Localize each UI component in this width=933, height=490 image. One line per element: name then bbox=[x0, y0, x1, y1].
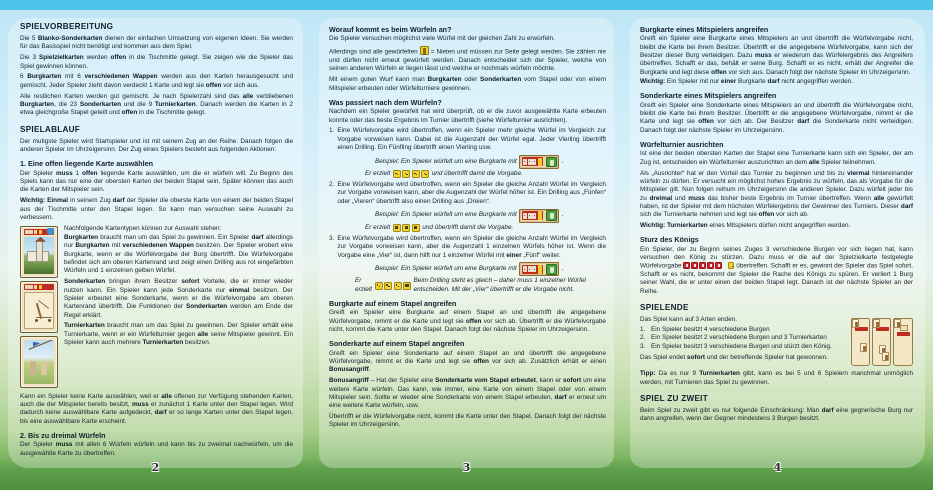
spielende-block bbox=[640, 316, 913, 370]
paragraph-spielende-intro: Das Spiel kann auf 3 Arten enden. bbox=[640, 316, 737, 324]
subheading-burgkarte-mitspieler: Burgkarte eines Mitspielers angreifen bbox=[640, 25, 769, 34]
paragraph-cardtypes-intro: Nachfolgende Kartentypen können zur Auswahl stehen: bbox=[64, 224, 222, 232]
die-2 bbox=[402, 170, 410, 178]
die-4 bbox=[403, 282, 411, 290]
castle-scene bbox=[24, 237, 54, 274]
rule-item-3 bbox=[329, 235, 606, 260]
subheading-wuerfelturnier: Würfelturnier ausrichten bbox=[640, 140, 724, 149]
card-requirement-icon bbox=[519, 262, 559, 276]
example-3-prefix: Er erzielt bbox=[355, 277, 373, 293]
paragraph-spiel-zu-zweit: Beim Spiel zu zweit gibt es nur folgende Einschränkung: Man darf eine gegnerische Burg nur dann angreifen, wenn der Gegner mindestens 3 Burgen besitzt. bbox=[640, 407, 913, 423]
page-3-column bbox=[329, 22, 606, 432]
example-1-prefix: Er erzielt bbox=[365, 169, 391, 177]
ending-text: Ein Spieler besitzt 4 verschiedene Burgen bbox=[651, 325, 770, 333]
ending-item-3 bbox=[640, 343, 845, 351]
paragraph-startspieler: Der mutigste Spieler wird Startspieler und ist mit seinem Zug an der Reihe. Danach folgen die anderen Spieler im Uhrzeigersinn. Der Zug eines Spielers besteht aus folgenden Aktionen: bbox=[20, 137, 293, 154]
die-3 bbox=[394, 282, 402, 290]
subheading-was-passiert: Was passiert nach dem Würfeln? bbox=[329, 97, 442, 107]
rule-number: 3. bbox=[329, 234, 335, 242]
example-3: Beispiel: Ein Spieler würfelt um eine Burgkarte mit . Er erzielt Beim Drilling steht es gleich – daher muss 1 einzelner Würfel entscheiden. Mit der „Vier“ übertrifft er die Vorgabe nicht. bbox=[329, 262, 606, 294]
paragraph-burgkarten: 6 Burgkarten mit 6 verschiedenen Wappen werden aus den Karten herausgesucht und gemischt. Jeder Spieler zieht davon verdeckt 1 Karte und legt sie offen vor sich aus. bbox=[20, 73, 293, 89]
subheading-step-1: 1. Eine offen liegende Karte auswählen bbox=[20, 159, 154, 169]
paragraph-burgkarten-type: Burgkarten braucht man um das Spiel zu gewinnen. Ein Spieler darf allerdings nur Burgkarten mit verschiedenen Wappen besitzen. Der Spieler erobert eine Burgkarte, wenn er die Würfelvorgabe der Burg übertrifft. Die Würfelvorgabe befindet sich am oberen Kartenrand und zeigt einen Drilling aus rot eingefärbten Würfeln und 1 einzelnen gelben Würfel. bbox=[64, 234, 293, 275]
sturz-text-a: Ein Spieler, der zu Beginn seines Zuges 3 verschiedene Burgen vor sich liegen hat, kann versuchen den König zu stürzen. Dazu muss er die auf der Spielzielkarte festgelegte Würfelvorgabe bbox=[640, 245, 913, 270]
paragraph-sonderkarte-mitspieler: Greift ein Spieler eine Sonderkarte eines Mitspielers an und übertrifft die Würfelvorgabe nicht, bleibt die Karte bei ihrem Besitzer. Übertrifft er die angegebene Würfelvorgabe, nimmt er die Karte und legt sie offen vor sich ab. Der Besitzer darf die Sonderkarte nicht verteidigen. Danach folgt der nächste Spieler im Uhrzeigersinn. bbox=[640, 101, 913, 134]
paragraph-turnier-2: Als „Ausrichter“ hat er den Vorteil das Turnier zu beginnen und bis zu viermal hintereinander würfeln zu dürfen. Er versucht ein möglichst hohes Ergebnis zu würfeln, das als Vorgabe für die Mitspieler gilt. Nun folgen reihum im Uhrzeigersinn die anderen Spieler. Dazu würfelt jeder bis zu dreimal und muss das bisher beste Ergebnis im Turnier übertreffen. Wenn alle gewürfelt haben, ist der Spieler mit dem höchsten Würfelergebnis der Gewinner des Turniers. Dieser darf sich die Turnierkarte nehmen und legt sie offen vor sich ab. bbox=[640, 169, 913, 219]
example-1: Beispiel: Ein Spieler würfelt um eine Burgkarte mit . Er erzielt und übertrifft damit die Vorgabe. bbox=[329, 155, 606, 178]
paragraph-turnier-wichtig: Wichtig: Turnierkarten eines Mitspielers dürfen nicht angegriffen werden. bbox=[640, 221, 851, 229]
example-3-dice bbox=[375, 282, 412, 290]
paragraph-burgkarte-stapel: Greift ein Spieler eine Burgkarte auf einem Stapel an und übertrifft die angegebene Würfelvorgabe, nimmt er die Karte und legt sie offen vor sich ab. Übertrifft er die Würfelvorgabe nicht, kommt die Karte unter den Stapel. Danach folgt der nächste Spieler im Uhrzeigersinn. bbox=[329, 309, 606, 334]
subheading-sonderkarte-mitspieler: Sonderkarte eines Mitspielers angreifen bbox=[640, 91, 777, 101]
example-1-line1: Beispiel: Ein Spieler würfelt um eine Burgkarte mit bbox=[375, 157, 517, 165]
paragraph-turnier-1: Ist eine der beiden obersten Karten der Stapel eine Turnierkarte kann sich ein Spieler, der am Zug ist, entscheiden ein Würfelturnier auszurichten an dem alle Spieler teilnehmen. bbox=[640, 150, 913, 166]
subheading-worauf-kommt-es-an: Worauf kommt es beim Würfeln an? bbox=[329, 25, 452, 34]
paragraph-sonderkarten-type: Sonderkarten bringen ihrem Besitzer sofort Vorteile, die er immer wieder nutzen kann. Ein Spieler kann jede Sonderkarte nur einmal besitzen. Der Spieler erbeutet eine Sonderkarte, wenn er die Würfelvorgabe am oberen Kartenrand übertrifft. Die Funktionen der Sonderkarten werden am Ende der Regel erklärt. bbox=[64, 278, 294, 319]
card-requirement-icon bbox=[519, 155, 559, 169]
rule-item-2 bbox=[329, 181, 606, 206]
die-2 bbox=[421, 170, 429, 178]
scroll-scene bbox=[24, 292, 54, 329]
paragraph-gleiche-zahl: Die Spieler versuchen möglichst viele Würfel mit der gleichen Zahl zu erwürfeln. bbox=[329, 35, 555, 43]
example-2-prefix: Er erzielt bbox=[365, 223, 391, 231]
example-1-suffix: und übertrifft damit die Vorgabe. bbox=[431, 169, 523, 177]
subheading-burgkarte-stapel: Burgkarte auf einem Stapel angreifen bbox=[329, 299, 457, 309]
paragraph-burgkarte-wichtig: Wichtig: Ein Spieler mit nur einer Burgkarte darf nicht angegriffen werden. bbox=[640, 78, 853, 85]
nieten-text-before: Allerdings sind alle gewürfelten bbox=[329, 48, 418, 56]
blank-die-icon bbox=[420, 46, 429, 55]
example-2-suffix: und übertrifft damit die Vorgabe. bbox=[422, 223, 514, 231]
paragraph-step1-wichtig: Wichtig: Einmal in seinem Zug darf der Spieler die oberste Karte von einem der beiden Stapel aus der Tischmitte unter den Stapel legen. So kann man versuchen seine Auswahl zu verbessern. bbox=[20, 197, 293, 221]
paragraph-spielzielkarten: Die 3 Spielzielkarten werden offen in die Tischmitte gelegt. Sie zeigen wie die Spieler das Spiel gewinnen können. bbox=[20, 54, 293, 70]
paragraph-nieten bbox=[329, 46, 606, 73]
die-red bbox=[683, 262, 690, 269]
die-2 bbox=[393, 170, 401, 178]
nieten-text-after: = Nieten und müssen zur Seite gelegt werden. Sie zählen nie und dürfen nicht erneut gewürfelt werden. Danach entscheidet sich der Spieler, welche von seinen anderen Würfeln er liegen lässt und welche er nochmals würfeln möchte. bbox=[329, 48, 607, 73]
die-red bbox=[715, 262, 722, 269]
paragraph-bonusangriff: Bonusangriff – Hat der Spieler eine Sonderkarte vom Stapel erbeutet, kann er sofort um eine weitere Karte würfeln. Das kann, wie immer, eine Karte von einem Stapel oder von einem Mitspieler sein. Sollte er wieder eine Sonderkarte von einem Stapel erbeuten, darf er erneut um eine weitere Karte würfeln, usw. bbox=[329, 377, 606, 410]
die-5 bbox=[412, 224, 420, 232]
shield-icon bbox=[47, 228, 54, 235]
castle-card-icon bbox=[20, 226, 58, 278]
paragraph-sonderkarte-stapel: Greift ein Spieler eine Sonderkarte auf einem Stapel an und übertrifft die angegebene Würfelvorgabe, nimmt er die Karte und legt sie offen vor sich ab. Zusätzlich erhält er einen Bonusangriff. bbox=[329, 349, 606, 374]
card-illustrations bbox=[20, 226, 58, 391]
die-red bbox=[707, 262, 714, 269]
ending-number: 2. bbox=[640, 334, 646, 342]
page-4-column bbox=[640, 22, 913, 426]
goal-card-3 bbox=[893, 318, 913, 366]
card-requirement-icon bbox=[519, 209, 559, 223]
paragraph-guter-wurf: Mit einem guten Wurf kann man Burgkarten oder Sonderkarten vom Stapel oder von einem Mitspieler erbeuten oder Würfelturniere gewinnen. bbox=[329, 76, 607, 92]
king-requirement-dice bbox=[683, 262, 734, 269]
page-number: 4 bbox=[773, 461, 782, 474]
rules-list bbox=[329, 235, 606, 260]
sturz-text-b: übertreffen. Schafft er es, gewinnt der Spieler das Spiel sofort. Schafft er es nicht, bekommt der Spieler die Rache des Königs zu spüren. Er verliert 1 Burg seiner Wahl, die er unter einen der beiden Stapel legt. Danach ist der nächste Spieler an der Reihe. bbox=[640, 262, 913, 295]
paragraph-sonderkarte-fehlschlag: Übertrifft er die Würfelvorgabe nicht, kommt die Karte unter den Stapel. Danach folgt der nächste Spieler im Uhrzeigersinn. bbox=[329, 413, 606, 429]
page-2-column bbox=[20, 22, 293, 461]
rules-list bbox=[329, 181, 606, 206]
paragraph-blanko: Die 5 Blanko-Sonderkarten dienen der einfachen Umsetzung von eigenen Ideen. Sie werden für das Basisspiel nicht benötigt und kommen aus dem Spiel. bbox=[20, 35, 293, 51]
die-red bbox=[699, 262, 706, 269]
ending-number: 3. bbox=[640, 343, 646, 351]
paragraph-ueberpruefung: Nachdem ein Spieler gewürfelt hat wird überprüft, ob er die zuvor ausgewählte Karte erbeuten konnte oder das beste Ergebnis im Turnier übertrifft (siehe Würfelturnier ausrichten). bbox=[329, 108, 606, 124]
die-3 bbox=[384, 282, 392, 290]
die-yellow bbox=[728, 262, 735, 269]
example-3-line1: Beispiel: Ein Spieler würfelt um eine Burgkarte mit bbox=[375, 265, 517, 273]
die-2 bbox=[412, 170, 420, 178]
page-number: 3 bbox=[462, 461, 471, 474]
example-1-dice bbox=[393, 170, 430, 178]
paragraph-sturz-koenig bbox=[640, 246, 913, 296]
subheading-sturz-des-koenigs: Sturz des Königs bbox=[640, 235, 699, 245]
paragraph-step2-1: Der Spieler muss mit allen 6 Würfeln würfeln und kann bis zu zweimal nachwürfeln, um die ausgewählte Karte zu übertreffen. bbox=[20, 441, 294, 457]
subheading-sonderkarte-stapel: Sonderkarte auf einem Stapel angreifen bbox=[329, 339, 465, 349]
paragraph-turnierkarten-type: Turnierkarten braucht man um das Spiel zu gewinnen. Der Spieler erhält eine Turnierkarte, wenn er ein Würfelturnier gegen alle seine Mitspieler gewinnt. Ein Spieler kann auch mehrere Turnierkarten besitzen. bbox=[64, 322, 293, 347]
catapult-icon bbox=[34, 301, 54, 323]
tournament-card-icon bbox=[20, 336, 58, 388]
example-2: Beispiel: Ein Spieler würfelt um eine Burgkarte mit . Er erzielt und übertrifft damit die Vorgabe. bbox=[329, 209, 606, 232]
rulebook-page-4 bbox=[622, 0, 933, 490]
section-heading-spiel-zu-zweit: SPIEL ZU ZWEIT bbox=[640, 393, 708, 403]
goal-cards-icon bbox=[851, 318, 913, 368]
section-heading-spielvorbereitung: SPIELVORBEREITUNG bbox=[20, 22, 114, 31]
special-card-icon bbox=[20, 281, 58, 333]
rules-list bbox=[329, 127, 606, 152]
ending-number: 1. bbox=[640, 325, 646, 333]
paragraph-keine-karte: Kann ein Spieler keine Karte auswählen, weil er alle offenen zur Verfügung stehenden Karten, auch die der Mitspieler bereits besitzt, muss er zunächst 1 Karte unter den Stapel legen. Wird dadurch keine auswählbare Karte aufgedeckt, darf er so lange Karten unter den Stapel legen, bis eine auswählbare Karte erscheint. bbox=[20, 392, 294, 425]
tournament-scene bbox=[24, 340, 54, 384]
subheading-step-2: 2. Bis zu dreimal Würfeln bbox=[20, 431, 106, 441]
paragraph-restliche-karten: Alle restlichen Karten werden gut gemischt. Je nach Spielerzahl sind das alle verbliebenen Burgkarten, die 23 Sonderkarten und die 9 Turnierkarten. Danach werden die Karten in 2 etwa gleichgroße Stapel geteilt und offen in die Tischmitte gelegt. bbox=[20, 92, 293, 117]
die-5 bbox=[393, 224, 401, 232]
rule-number: 2. bbox=[329, 181, 335, 189]
ending-text: Ein Spieler besitzt 3 verschiedene Burgen und stürzt den König. bbox=[651, 343, 832, 351]
dice-banner bbox=[24, 284, 54, 290]
example-2-line1: Beispiel: Ein Spieler würfelt um eine Burgkarte mit bbox=[375, 211, 517, 219]
goal-card-1 bbox=[851, 318, 870, 366]
goal-card-2 bbox=[872, 318, 891, 366]
rulebook-page-2 bbox=[0, 0, 311, 490]
example-3-suffix: Beim Drilling steht es gleich – daher muss 1 einzelner Würfel entscheiden. Mit der „Vier“ übertrifft er die Vorgabe nicht. bbox=[413, 277, 586, 293]
page-number: 2 bbox=[151, 461, 160, 474]
rulebook-page-3 bbox=[311, 0, 622, 490]
ending-item-2 bbox=[640, 334, 845, 342]
rule-text: Eine Würfelvorgabe wird übertroffen, wenn ein Spieler die gleiche Anzahl Würfel im Vergleich zur Vorgabe vorweisen kann, aber die Augenzahl 1 einzelnen Würfels höher ist. Wenn die Vorgabe eine „Vier“ ist, dann hilft nur 1 einzelner Würfel mit einer „Fünf“ weiter. bbox=[337, 234, 606, 259]
paragraph-spielende-sofort: Das Spiel endet sofort und der betreffende Spieler hat gewonnen. bbox=[640, 353, 828, 361]
ending-text: Ein Spieler besitzt 2 verschiedene Burgen und 3 Turnierkarten bbox=[651, 334, 827, 342]
rule-text: Eine Würfelvorgabe wird übertroffen, wenn ein Spieler mehr gleiche Würfel im Vergleich zur Vorgabe vorweisen kann. Dabei ist die Augenzahl der Würfel egal. Jeder Vierling übertrifft einen Drilling. Ein Fünfling übertrifft einen Vierling usw. bbox=[337, 127, 606, 151]
section-heading-spielende: SPIELENDE bbox=[640, 303, 689, 313]
section-heading-spielablauf: SPIELABLAUF bbox=[20, 124, 81, 134]
rule-number: 1. bbox=[329, 127, 335, 135]
cardtypes-block bbox=[20, 225, 293, 393]
paragraph-tipp: Tipp: Da es nur 9 Turnierkarten gibt, kann es bei 5 und 6 Spielern manchmal unmöglich werden, mit Turnieren das Spiel zu gewinnen. bbox=[640, 370, 913, 386]
paragraph-burgkarte-mitspieler: Greift ein Spieler eine Burgkarte eines Mitspielers an und übertrifft die Würfelvorgabe nicht, bleibt die Karte bei ihrem Besitzer. Übertrifft er die angegebene Würfelvorgabe, kann sich der Besitzer dieser Burg verteidigen. Dazu muss er wiederum das Würfelergebnis des Angreifers übertreffen. Schafft er das, behält er seine Burg. Schafft er es nicht, erhält der Angreifer die Burgkarte und legt diese offen vor sich aus. Danach folgt der nächste Spieler im Uhrzeigersinn. bbox=[640, 35, 913, 76]
ending-item-1 bbox=[640, 326, 845, 334]
example-2-dice bbox=[393, 224, 420, 232]
die-red bbox=[691, 262, 698, 269]
die-3 bbox=[375, 282, 383, 290]
rule-text: Eine Würfelvorgabe wird übertroffen, wenn ein Spieler die gleiche Anzahl Würfel im Vergleich zur Vorgabe vorweisen kann, aber die Augenzahl der Würfel höher ist. Ein Drilling aus „Fünfen“ oder „Vieren“ übertrifft also einen Drilling aus „Dreien“. bbox=[337, 181, 606, 205]
rule-item-1 bbox=[329, 127, 606, 152]
paragraph-step1-1: Der Spieler muss 1 offen liegende Karte auswählen, um die er würfeln will. Zu Beginn des Spiels kann das nur eine der obersten Karten der beiden Stapel sein. Später können das auch die Karten der Mitspieler sein. bbox=[20, 169, 293, 194]
die-5 bbox=[402, 224, 410, 232]
